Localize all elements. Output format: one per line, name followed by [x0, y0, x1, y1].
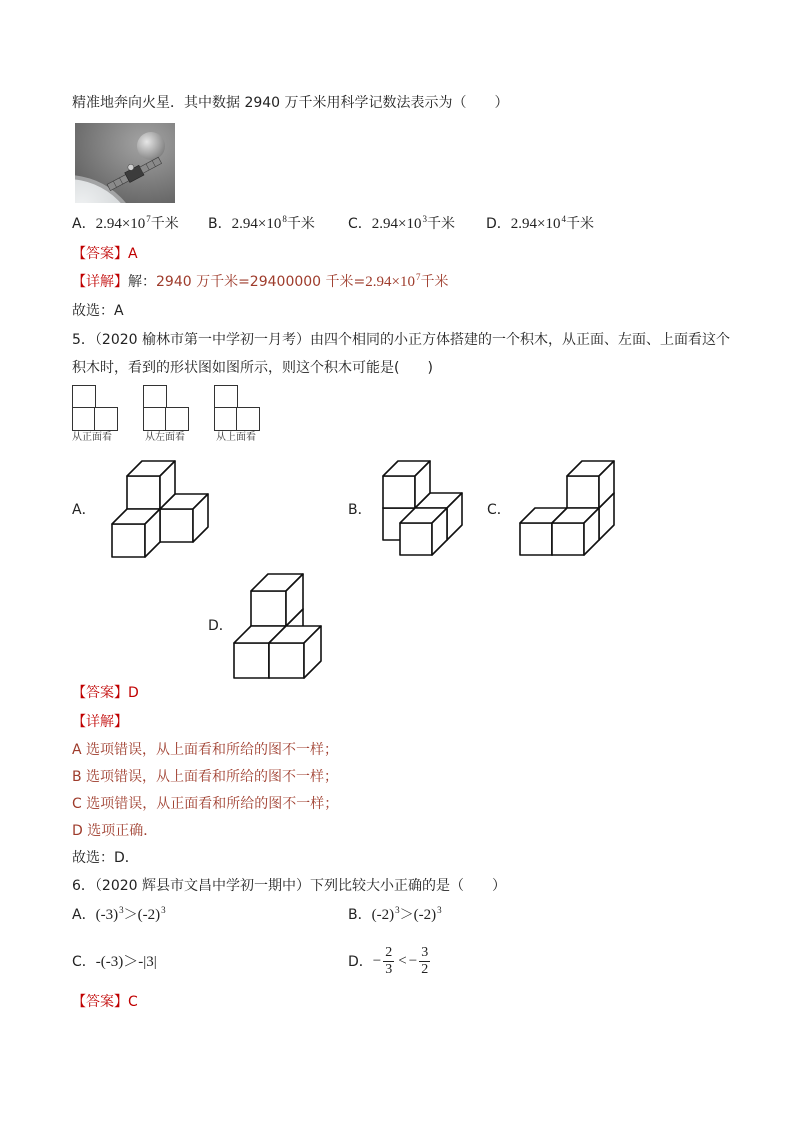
numerator: 3 [421, 944, 429, 960]
cube-front-face [251, 591, 286, 626]
option-unit: 千米 [150, 216, 179, 232]
cube [400, 508, 447, 555]
q5-option-b-label: B． [348, 502, 372, 518]
q5-stem-line1: 5．（2020 榆林市第一中学初一月考）由四个相同的小正方体搭建的一个积木，从正面、左面、上面看这个 [72, 332, 730, 348]
option-exponent: 3 [437, 905, 442, 915]
view-square [143, 385, 167, 409]
cube [112, 509, 160, 557]
detail-prefix: 解： [128, 274, 156, 290]
cube [552, 508, 599, 555]
denominator: 3 [385, 961, 393, 977]
cube [567, 461, 614, 508]
option-mantissa: 2.94×10 [231, 216, 282, 232]
q5-answer [72, 684, 139, 702]
cube [383, 461, 430, 508]
top-view-figure [214, 385, 260, 431]
view-square [236, 407, 260, 431]
detail-unit: 千米 [420, 274, 449, 290]
option-base: (-2) [371, 907, 395, 923]
q4-stem: 精准地奔向火星．其中数据 2940 万千米用科学记数法表示为（ ） [72, 95, 509, 111]
front-view-figure [72, 385, 118, 431]
view-square [72, 385, 96, 409]
option-base: (-2) [413, 907, 437, 923]
cube-front-face [567, 476, 599, 508]
option-exponent: 3 [422, 214, 427, 224]
detail-body: 2940 万千米=29400000 千米= [156, 274, 366, 290]
view-square [165, 407, 189, 431]
view-square [214, 385, 238, 409]
cube-front-face [383, 476, 415, 508]
option-mantissa: 2.94×10 [95, 216, 146, 232]
option-label: A． [72, 907, 96, 923]
minus-sign: − [372, 952, 382, 969]
option-exponent: 8 [282, 214, 287, 224]
q5-conclusion: 故选：D． [72, 850, 139, 866]
option-label: B． [208, 216, 232, 232]
detail-mantissa: 2.94×10 [365, 274, 415, 290]
answer-label: 【答案】 [72, 685, 128, 701]
option-c-cube-figure [515, 455, 621, 559]
q4-detail [72, 273, 448, 292]
q6-answer [72, 993, 138, 1011]
q6-stem: 6．（2020 辉县市文昌中学初一期中）下列比较大小正确的是（ ） [72, 878, 506, 894]
cube-front-face [269, 643, 304, 678]
q4-option-b [208, 215, 315, 234]
q5-option-d-label: D． [208, 618, 233, 634]
q4-option-d [486, 215, 594, 234]
fraction [383, 945, 394, 978]
option-relation: ＞ [399, 907, 414, 923]
detail-label: 【详解】 [72, 274, 128, 290]
q4-answer [72, 245, 138, 263]
option-mantissa: 2.94×10 [510, 216, 561, 232]
q5-detail-label: 【详解】 [72, 714, 128, 730]
q5-detail-line: C 选项错误，从正面看和所给的图不一样； [72, 796, 339, 812]
option-exponent: 7 [146, 214, 151, 224]
option-relation: < [398, 952, 407, 969]
q5-detail-line: A 选项错误，从上面看和所给的图不一样； [72, 742, 339, 758]
option-exponent: 3 [161, 905, 166, 915]
option-exponent: 3 [119, 905, 124, 915]
cube-front-face [112, 524, 145, 557]
denominator: 2 [421, 961, 429, 977]
minus-sign: − [408, 952, 418, 969]
option-relation: ＞ [123, 907, 138, 923]
fraction [419, 945, 430, 978]
option-d-cube-figure [228, 568, 330, 682]
q5-option-c-label: C． [487, 502, 511, 518]
option-mantissa: 2.94×10 [371, 216, 422, 232]
answer-value: D [128, 685, 139, 701]
q4-option-c [348, 215, 455, 234]
q4-option-a [72, 215, 179, 234]
answer-label: 【答案】 [72, 246, 128, 262]
cube-front-face [127, 476, 160, 509]
mars-planet [137, 132, 165, 160]
satellite-photo [75, 123, 175, 203]
view-square [214, 407, 238, 431]
option-b-cube-figure [365, 455, 467, 559]
option-label: C． [72, 954, 96, 970]
option-exponent: 4 [561, 214, 566, 224]
q5-stem-line2: 积木时，看到的形状图如图所示，则这个积木可能是( ) [72, 360, 433, 376]
option-label: B． [348, 907, 372, 923]
q6-option-c [72, 953, 157, 971]
option-label: A． [72, 216, 96, 232]
cube [127, 461, 175, 509]
view-square [143, 407, 167, 431]
q5-option-a-label: A． [72, 502, 96, 518]
q6-option-b [348, 906, 442, 925]
option-label: D． [348, 954, 373, 970]
front-view-caption: 从正面看 [72, 432, 112, 443]
cube-front-face [520, 523, 552, 555]
q4-conclusion: 故选：A [72, 303, 124, 319]
cube-front-face [552, 523, 584, 555]
detail-exponent: 7 [415, 272, 421, 282]
option-exponent: 3 [395, 905, 400, 915]
q5-detail-line: B 选项错误，从上面看和所给的图不一样； [72, 769, 339, 785]
answer-value: A [128, 246, 138, 262]
option-a-cube-figure [105, 455, 213, 561]
option-expression: -(-3)＞-|3| [95, 954, 157, 970]
q6-option-d [348, 941, 432, 981]
q5-detail-line: D 选项正确． [72, 823, 158, 839]
option-label: D． [486, 216, 511, 232]
cube-front-face [400, 523, 432, 555]
left-view-caption: 从左面看 [145, 432, 185, 443]
top-view-caption: 从上面看 [216, 432, 256, 443]
option-unit: 千米 [286, 216, 315, 232]
answer-label: 【答案】 [72, 994, 128, 1010]
option-unit: 千米 [566, 216, 594, 232]
option-label: C． [348, 216, 372, 232]
answer-value: C [128, 994, 138, 1010]
view-square [94, 407, 118, 431]
option-unit: 千米 [427, 216, 455, 232]
cube-front-face [160, 509, 193, 542]
numerator: 2 [385, 944, 393, 960]
option-base: (-3) [95, 907, 119, 923]
q6-option-a [72, 906, 166, 925]
left-view-figure [143, 385, 189, 431]
cube-front-face [234, 643, 269, 678]
option-base: (-2) [137, 907, 161, 923]
view-square [72, 407, 96, 431]
